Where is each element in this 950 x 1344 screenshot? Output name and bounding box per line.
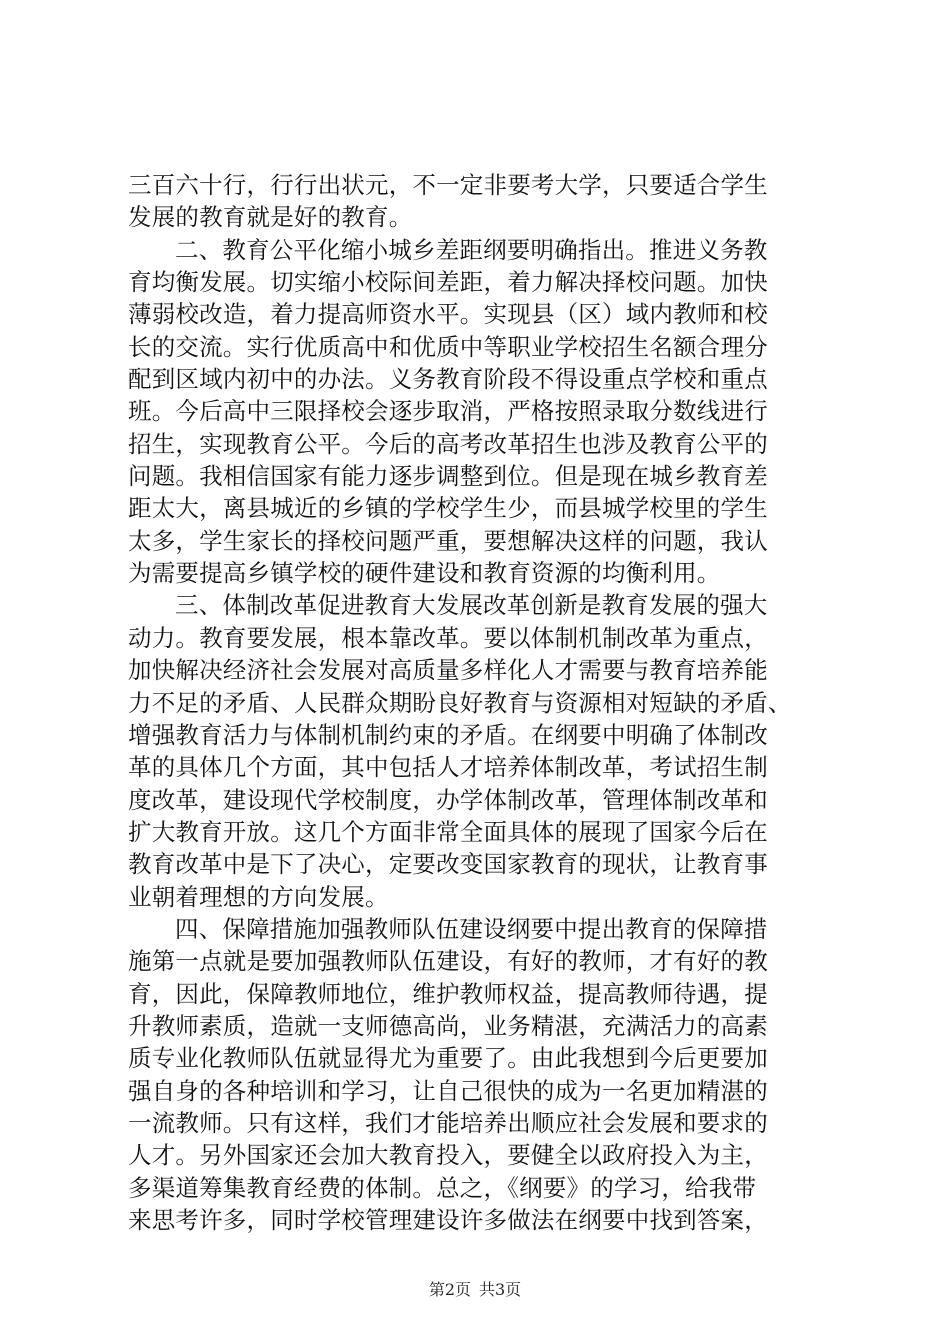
paragraph-start-line: 三、体制改革促进教育大发展改革创新是教育发展的强大: [175, 591, 768, 620]
text-line: 力不足的矛盾、人民群众期盼良好教育与资源相对短缺的矛盾、: [128, 688, 792, 717]
page-number: 第2页: [428, 1280, 471, 1299]
text-line: 扩大教育开放。这几个方面非常全面具体的展现了国家今后在: [128, 817, 768, 846]
text-line: 育均衡发展。切实缩小校际间差距，着力解决择校问题。加快: [128, 268, 768, 297]
text-line: 招生，实现教育公平。今后的高考改革招生也涉及教育公平的: [128, 429, 768, 458]
body-text: [128, 169, 838, 1236]
text-line: 施第一点就是要加强教师队伍建设，有好的教师，才有好的教: [128, 947, 768, 976]
paragraph-start-line: 四、保障措施加强教师队伍建设纲要中提出教育的保障措: [175, 914, 768, 943]
text-line: 革的具体几个方面，其中包括人才培养体制改革，考试招生制: [128, 753, 768, 782]
text-line: 度改革，建设现代学校制度，办学体制改革，管理体制改革和: [128, 785, 768, 814]
text-line: 动力。教育要发展，根本靠改革。要以体制机制改革为重点，: [128, 623, 768, 652]
text-line: 业朝着理想的方向发展。: [128, 882, 389, 911]
text-line: 发展的教育就是好的教育。: [128, 203, 413, 232]
text-line: 多渠道筹集教育经费的体制。总之，《纲要》的学习，给我带: [128, 1173, 757, 1202]
text-line: 来思考许多，同时学校管理建设许多做法在纲要中找到答案，: [128, 1206, 768, 1234]
text-line: 距太大，离县城近的乡镇的学校学生少，而县城学校里的学生: [128, 494, 768, 523]
text-line: 人才。另外国家还会加大教育投入，要健全以政府投入为主，: [128, 1141, 768, 1170]
paragraph-start-line: 二、教育公平化缩小城乡差距纲要明确指出。推进义务教: [175, 235, 768, 264]
text-line: 薄弱校改造，着力提高师资水平。实现县（区）域内教师和校: [128, 300, 768, 329]
text-line: 育，因此，保障教师地位，维护教师权益，提高教师待遇，提: [128, 979, 768, 1008]
text-line: 问题。我相信国家有能力逐步调整到位。但是现在城乡教育差: [128, 462, 768, 491]
text-line: 教育改革中是下了决心，定要改变国家教育的现状，让教育事: [128, 850, 768, 879]
text-line: 太多，学生家长的择校问题严重，要想解决这样的问题，我认: [128, 526, 768, 555]
text-line: 加快解决经济社会发展对高质量多样化人才需要与教育培养能: [128, 656, 768, 685]
text-line: 强自身的各种培训和学习，让自己很快的成为一名更加精湛的: [128, 1076, 768, 1105]
text-line: 质专业化教师队伍就显得尤为重要了。由此我想到今后更要加: [128, 1044, 768, 1073]
page-total: 共3页: [479, 1280, 522, 1299]
page-footer: [0, 1280, 950, 1300]
text-line: 为需要提高乡镇学校的硬件建设和教育资源的均衡利用。: [128, 559, 721, 588]
text-line: 一流教师。只有这样，我们才能培养出顺应社会发展和要求的: [128, 1108, 768, 1137]
text-line: 长的交流。实行优质高中和优质中等职业学校招生名额合理分: [128, 332, 768, 361]
text-line: 增强教育活力与体制机制约束的矛盾。在纲要中明确了体制改: [128, 720, 768, 749]
text-line: 班。今后高中三限择校会逐步取消，严格按照录取分数线进行: [128, 397, 768, 426]
text-line: 升教师素质，造就一支师德高尚，业务精湛，充满活力的高素: [128, 1011, 768, 1040]
text-line: 配到区域内初中的办法。义务教育阶段不得设重点学校和重点: [128, 365, 768, 394]
text-line: 三百六十行，行行出状元，不一定非要考大学，只要适合学生: [128, 171, 768, 199]
